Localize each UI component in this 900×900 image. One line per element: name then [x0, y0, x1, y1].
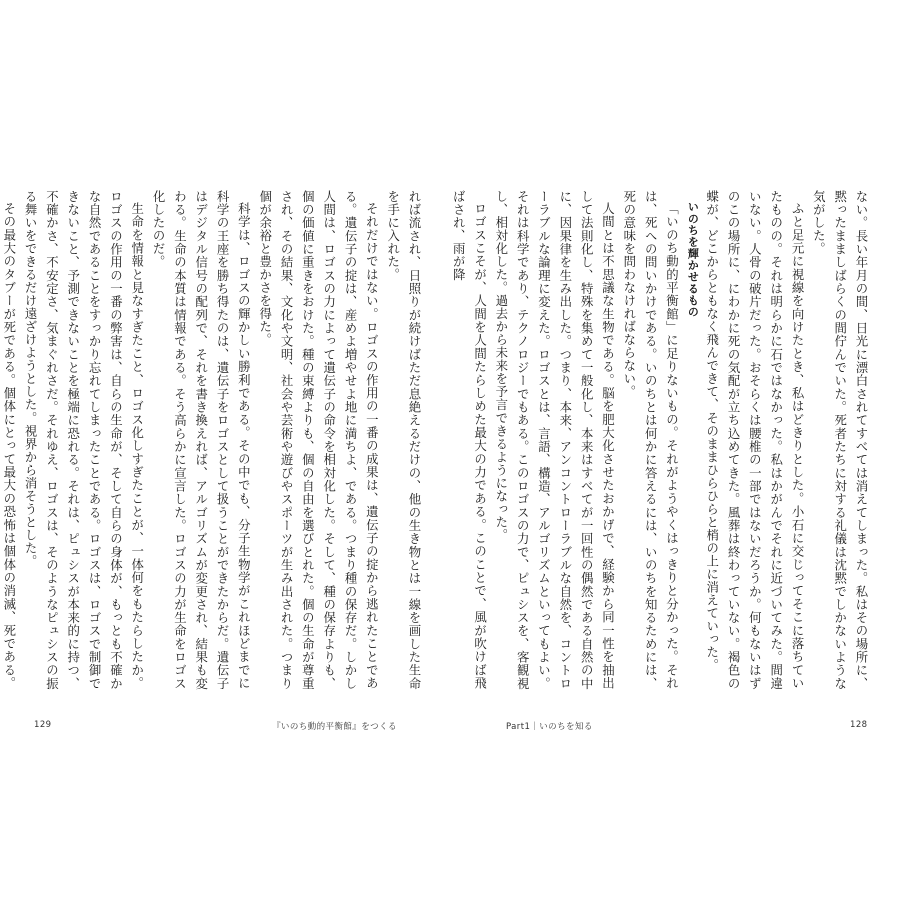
body-paragraph: 生命を情報と見なすぎたこと、ロゴス化しすぎたことが、一体何をもたらしたか。ロゴスの作用の一番の弊害は、自らの生命が、そして自らの身体が、もっとも不確かな自然であることをすっかり忘れてしまったことである。ロゴスは、ロゴスで制御できないこと、予測できないことを極端に恐れる。それは、ピュシスが本来的に持つ、不確かさ、不安定さ、気まぐれさだ。それゆえ、ロゴスは、そのようなピュシスの振る舞いをできるだけ遠ざけようとした。視界から消そうとした。 [23, 190, 145, 690]
page-number-right: 128 [850, 720, 868, 730]
body-paragraph: れば流され、日照りが続けばただ息絶えるだけの、他の生き物とは一線を画した生命を手に入れた。 [385, 190, 422, 690]
body-paragraph: 人間とは不思議な生物である。脳を肥大化させたおかげで、経験から同一性を抽出して法則化し、特殊を集めて一般化し、本来はすべてが一回性の偶然である自然の中に、因果律を生み出した。つまり、本来、アンコントローラブルな自然を、コントローラブルな論理に変えた。ロゴスとは、言語、構造、アルゴリズムといってもよい。それは科学であり、テクノロジーでもある。このロゴスの力で、ピュシスを、客観視し、相対化した。過去から未来を予言できるようになった。 [493, 190, 616, 690]
body-paragraph: ふと足元に視線を向けたとき、私はどきりとした。小石に交じってそこに落ちていたものの。それは明らかに石ではなかった。私はかがんでそれに近づいてみた。間違いない。人骨の破片だった。おそらくは腰椎の一部ではないだろうか。何もないはずのこの場所に、にわかに死の気配が立ち込めてきた。風葬は終わっていない。褐色の蝶が、どこからともなく飛んできて、そのままひらひらと梢の上に消えていった。 [704, 190, 806, 690]
running-head-right: Part1｜いのちを知る [506, 722, 593, 732]
section-heading: いのちを輝かせるもの [686, 201, 700, 318]
body-paragraph: 「いのち動的平衡館」に足りないもの。それがようやくはっきりと分かった。それは、死への問いかけである。いのちとは何かに答えるには、いのちを知るためには、死の意味を問わなければならない。 [621, 190, 680, 690]
running-head-left: 『いのち動的平衡館』をつくる [272, 722, 397, 732]
body-paragraph: 科学は、ロゴスの輝かしい勝利である。その中でも、分子生物学がこれほどまでに科学の王座を勝ち得たのは、遺伝子をロゴスとして扱うことができたからだ。遺伝子はデジタル信号の配列で、それを書き換えれば、アルゴリズムが変更され、結果も変わる。生命の本質は情報である。そう高らかに宣言した。ロゴスの力が生命をロゴス化したのだ。 [151, 190, 252, 690]
body-paragraph: ロゴスこそが、人間を人間たらしめた最大の力である。このことで、風が吹けば飛ばされ、雨が降 [451, 190, 488, 690]
body-paragraph: それだけではない。ロゴスの作用の一番の成果は、遺伝子の掟から逃れたことである。遺伝子の掟は、産めよ増やせよ地に満ちよ、である。つまり種の保存だ。しかし人間は、ロゴスの力によって遺伝子の命令を相対化した。そして、種の保存よりも、個の価値に重きをおけた。種の束縛よりも、個の自由を選びとれた。個の生命が尊重され、その結果、文化や文明、社会や芸術や遊びやスポーツが生み出された。つまり個が余裕と豊かさを得た。 [257, 190, 380, 690]
body-paragraph: その最大のタブーが死である。個体にとって最大の恐怖は個体の消滅、死である。 [1, 202, 17, 690]
body-paragraph: ない。長い年月の間、日光に漂白されてすべては消えてしまった。私はその場所に、黙ったまましばらくの間佇んでいた。死者たちに対する礼儀は沈黙でしかないような気がした。 [811, 190, 869, 690]
page-number-left: 129 [34, 720, 52, 730]
right-page [450, 0, 900, 900]
left-page-body [1, 190, 425, 690]
right-page-body [451, 190, 872, 690]
